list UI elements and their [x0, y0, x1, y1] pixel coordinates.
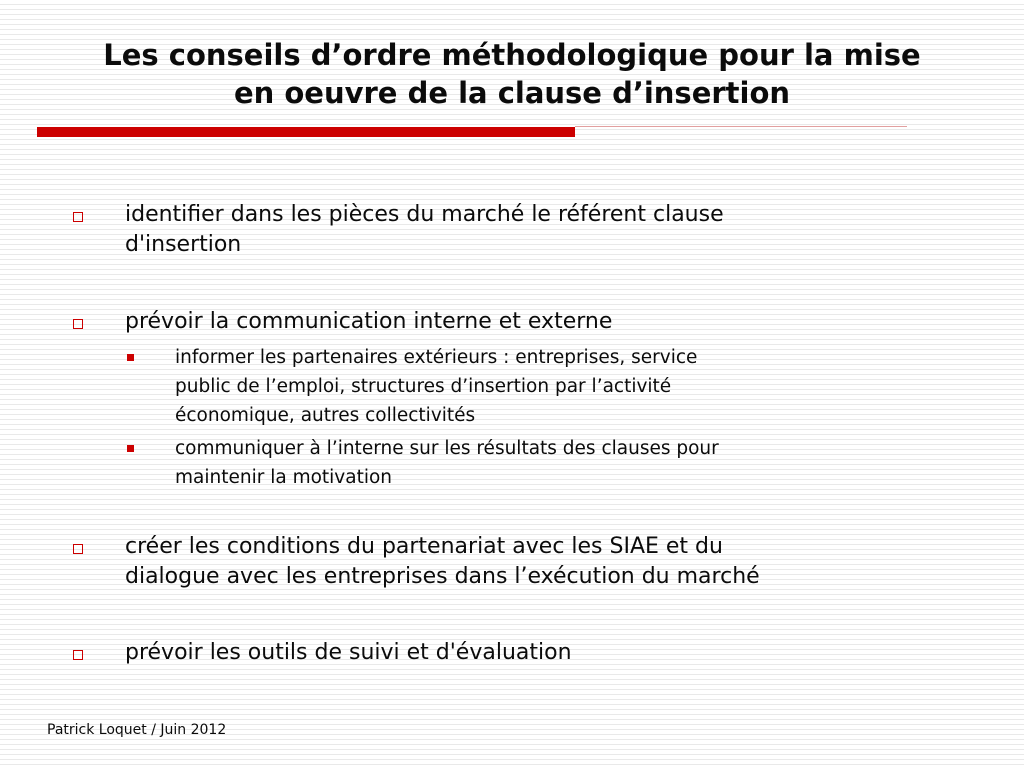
hollow-square-icon [73, 650, 83, 660]
sub-bullet-item-communiquer-interne [175, 434, 935, 492]
bullet-text-line: d'insertion [125, 232, 242, 257]
bullet-item-communication [125, 307, 965, 337]
slide-title-line-2: en oeuvre de la clause d’insertion [233, 76, 791, 110]
bullet-text-line: identifier dans les pièces du marché le référent clause [125, 202, 724, 227]
filled-square-icon [127, 354, 134, 361]
bullet-text-line: dialogue avec les entreprises dans l’exécution du marché [125, 564, 760, 589]
bullet-text-line: prévoir les outils de suivi et d'évaluation [125, 640, 572, 665]
bullet-item-partenariat-siae [125, 532, 965, 592]
sub-bullet-text-line: communiquer à l’interne sur les résultats des clauses pour [175, 438, 719, 459]
bullet-item-outils-suivi [125, 638, 965, 668]
sub-bullet-text-line: maintenir la motivation [175, 467, 393, 488]
hollow-square-icon [73, 319, 83, 329]
bullet-item-identifier-referent [125, 200, 965, 260]
sub-bullet-text-line: public de l’emploi, structures d’insertion par l’activité [175, 376, 672, 397]
hollow-square-icon [73, 212, 83, 222]
slide-footer: Patrick Loquet / Juin 2012 [47, 722, 227, 738]
sub-bullet-text-line: économique, autres collectivités [175, 405, 476, 426]
filled-square-icon [127, 445, 134, 452]
hollow-square-icon [73, 544, 83, 554]
slide-title-line-1: Les conseils d’ordre méthodologique pour la mise [103, 38, 921, 72]
sub-bullet-item-informer-partenaires [175, 343, 935, 430]
sub-bullet-text-line: informer les partenaires extérieurs : entreprises, service [175, 347, 698, 368]
bullet-text-line: prévoir la communication interne et externe [125, 309, 613, 334]
bullet-text-line: créer les conditions du partenariat avec les SIAE et du [125, 534, 723, 559]
